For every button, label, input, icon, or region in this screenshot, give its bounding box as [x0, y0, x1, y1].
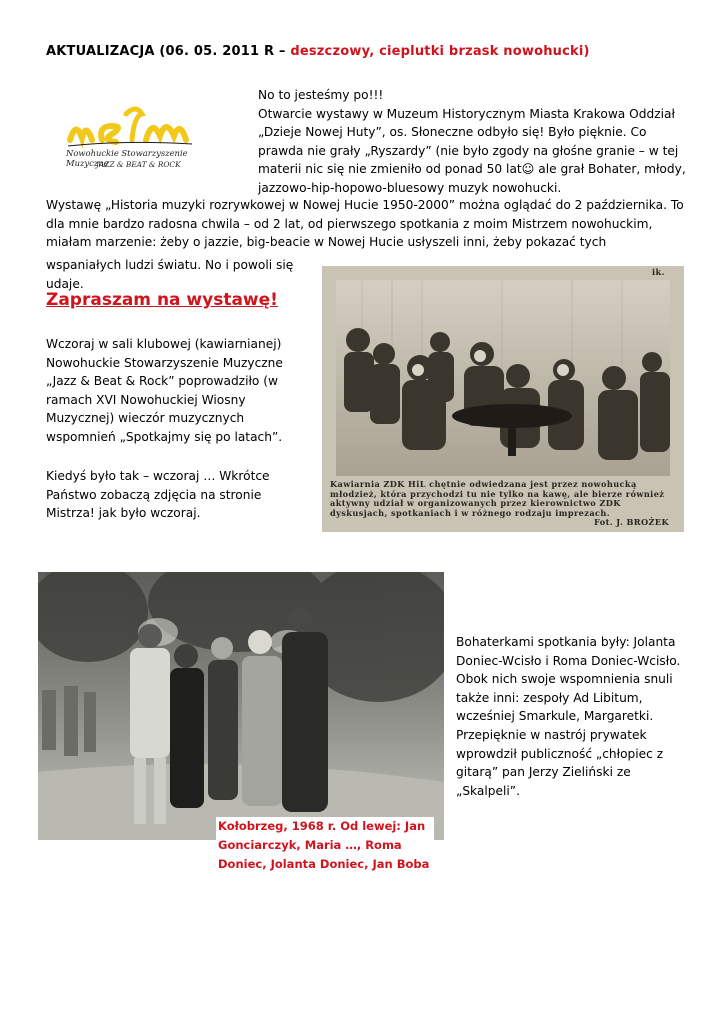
heading-date: AKTUALIZACJA (06. 05. 2011 R –	[46, 44, 291, 59]
kolobrzeg-photo	[38, 572, 444, 840]
nsm-logo	[62, 100, 222, 180]
update-heading	[46, 44, 686, 59]
heading-weather: deszczowy, cieplutki brzask nowohucki)	[290, 44, 590, 59]
photo-caption: Kołobrzeg, 1968 r. Od lewej: Jan Gonciarczyk, Maria …, Roma Doniec, Jolanta Doniec, Jan Boba	[216, 817, 434, 874]
logo-line1: Nowohuckie Stowarzyszenie Muzyczne	[66, 148, 188, 168]
clipping-credit: Fot. J. BROŻEK	[594, 517, 670, 527]
heroines-paragraph: Bohaterkami spotkania były: Jolanta Doniec-Wcisło i Roma Doniec-Wcisło. Obok nich swoje wspomnienia snuli także inni: zespoły Ad Libitum, wcześniej Smarkule, Margaretki. Przepięknie w nastrój prywatek wprowdził publiczność „chłopiec z gitarą” pan Jerzy Zieliński ze „Skalpeli”.	[456, 635, 681, 798]
intro-line1: No to jesteśmy po!!!	[258, 88, 384, 102]
exhibition-paragraph-end: wspaniałych ludzi światu. No i powoli się udaje.	[46, 258, 294, 291]
invitation-link[interactable]: Zapraszam na wystawę!	[46, 290, 278, 310]
clipping-caption: Kawiarnia ZDK HiL chętnie odwiedzana jest przez nowohucką młodzież, która przychodzi tu nie tylko na kawę, ale bierze również aktywny udział w organizowanych przez kierownictwo ZDK dyskusjach, spotkaniach i w różnego rodzaju imprezach.	[330, 479, 665, 518]
newspaper-clipping	[322, 266, 684, 532]
group-photo-image	[38, 572, 444, 840]
intro-text	[258, 86, 688, 198]
clipping-top-text: ik.	[652, 267, 665, 277]
before-paragraph: Kiedyś było tak – wczoraj … Wkrótce Państwo zobaczą zdjęcia na stronie Mistrza! jak było wczoraj.	[46, 469, 270, 521]
exhibition-paragraph: Wystawę „Historia muzyki rozrywkowej w Nowej Hucie 1950-2000” można oglądać do 2 października. To dla mnie bardzo radosna chwila – od 2 lat, od pierwszego spotkania z moim Mistrzem nowohuckim, miałam marzenie: żeby o jazzie, big-beacie w Nowej Hucie usłyszeli inni, żeby pokazać tych	[46, 198, 684, 250]
intro-line2: Otwarcie wystawy w Muzeum Historycznym Miasta Krakowa Oddział „Dzieje Nowej Huty”, os. Słoneczne odbyło się! Było pięknie. Co prawda nie grały „Ryszardy” (nie było zgody na głośne granie – w tej materii nic się nie zmieniło od ponad 50 lat☺ ale grał Bohater, młody, jazzowo-hip-hopowo-bluesowy muzyk nowohucki.	[258, 106, 686, 195]
logo-line2: JAZZ & BEAT & ROCK	[96, 160, 181, 169]
evening-paragraph: Wczoraj w sali klubowej (kawiarnianej) Nowohuckie Stowarzyszenie Muzyczne „Jazz & Beat & Rock” poprowadziło (w ramach XVI Nowohuckiej Wiosny Muzycznej) wieczór muzycznych wspomnień „Spotkajmy się po latach”.	[46, 337, 283, 444]
